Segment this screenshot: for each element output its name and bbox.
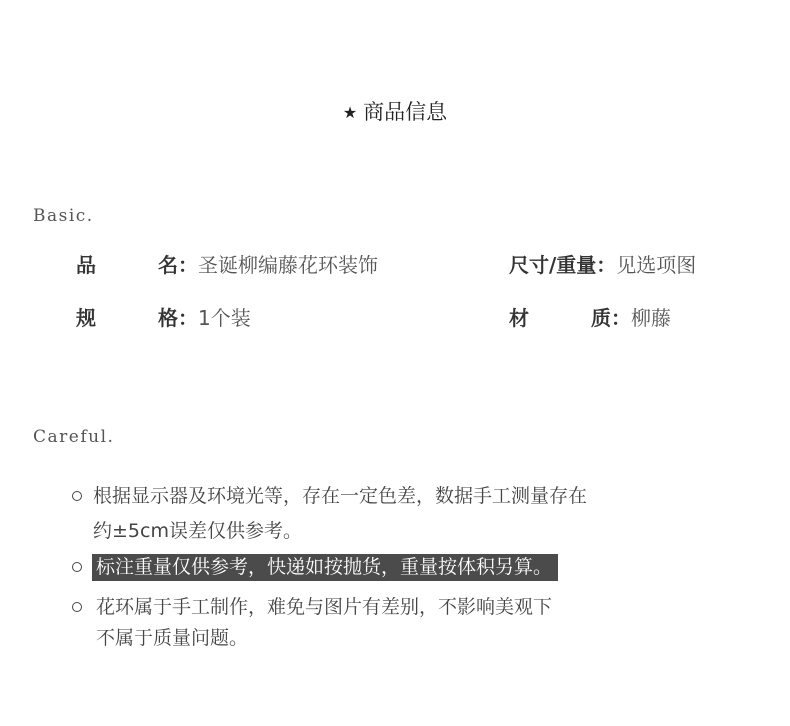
note-3-line-1: 花环属于手工制作，难免与图片有差别，不影响美观下 <box>96 596 553 618</box>
spec-size-weight-key: 尺寸/重量： <box>509 253 617 277</box>
spec-size-weight <box>509 252 696 278</box>
circle-bullet-icon <box>72 491 82 501</box>
spec-name-key: 品 名： <box>76 253 198 277</box>
spec-specification-value: 1个装 <box>198 306 251 330</box>
star-icon: ★ <box>342 103 358 122</box>
note-2-highlighted: 标注重量仅供参考，快递如按抛货，重量按体积另算。 <box>92 554 558 581</box>
careful-section-label: Careful. <box>33 427 115 447</box>
basic-section-label: Basic. <box>33 206 94 226</box>
note-1-line-2: 约±5cm误差仅供参考。 <box>93 520 302 542</box>
note-1-line-1: 根据显示器及环境光等，存在一定色差，数据手工测量存在 <box>93 485 588 507</box>
page-title <box>0 96 790 126</box>
spec-size-weight-value: 见选项图 <box>616 253 697 277</box>
spec-name <box>76 252 378 278</box>
spec-name-value: 圣诞柳编藤花环装饰 <box>198 253 378 277</box>
page-title-text: 商品信息 <box>363 100 448 124</box>
circle-bullet-icon <box>72 602 82 612</box>
spec-material-value: 柳藤 <box>631 306 671 330</box>
spec-specification-key: 规 格： <box>76 306 198 330</box>
spec-specification <box>76 305 251 331</box>
spec-material <box>509 305 671 331</box>
circle-bullet-icon <box>72 562 82 572</box>
spec-material-key: 材 质： <box>509 306 631 330</box>
note-3-line-2: 不属于质量问题。 <box>96 627 249 649</box>
